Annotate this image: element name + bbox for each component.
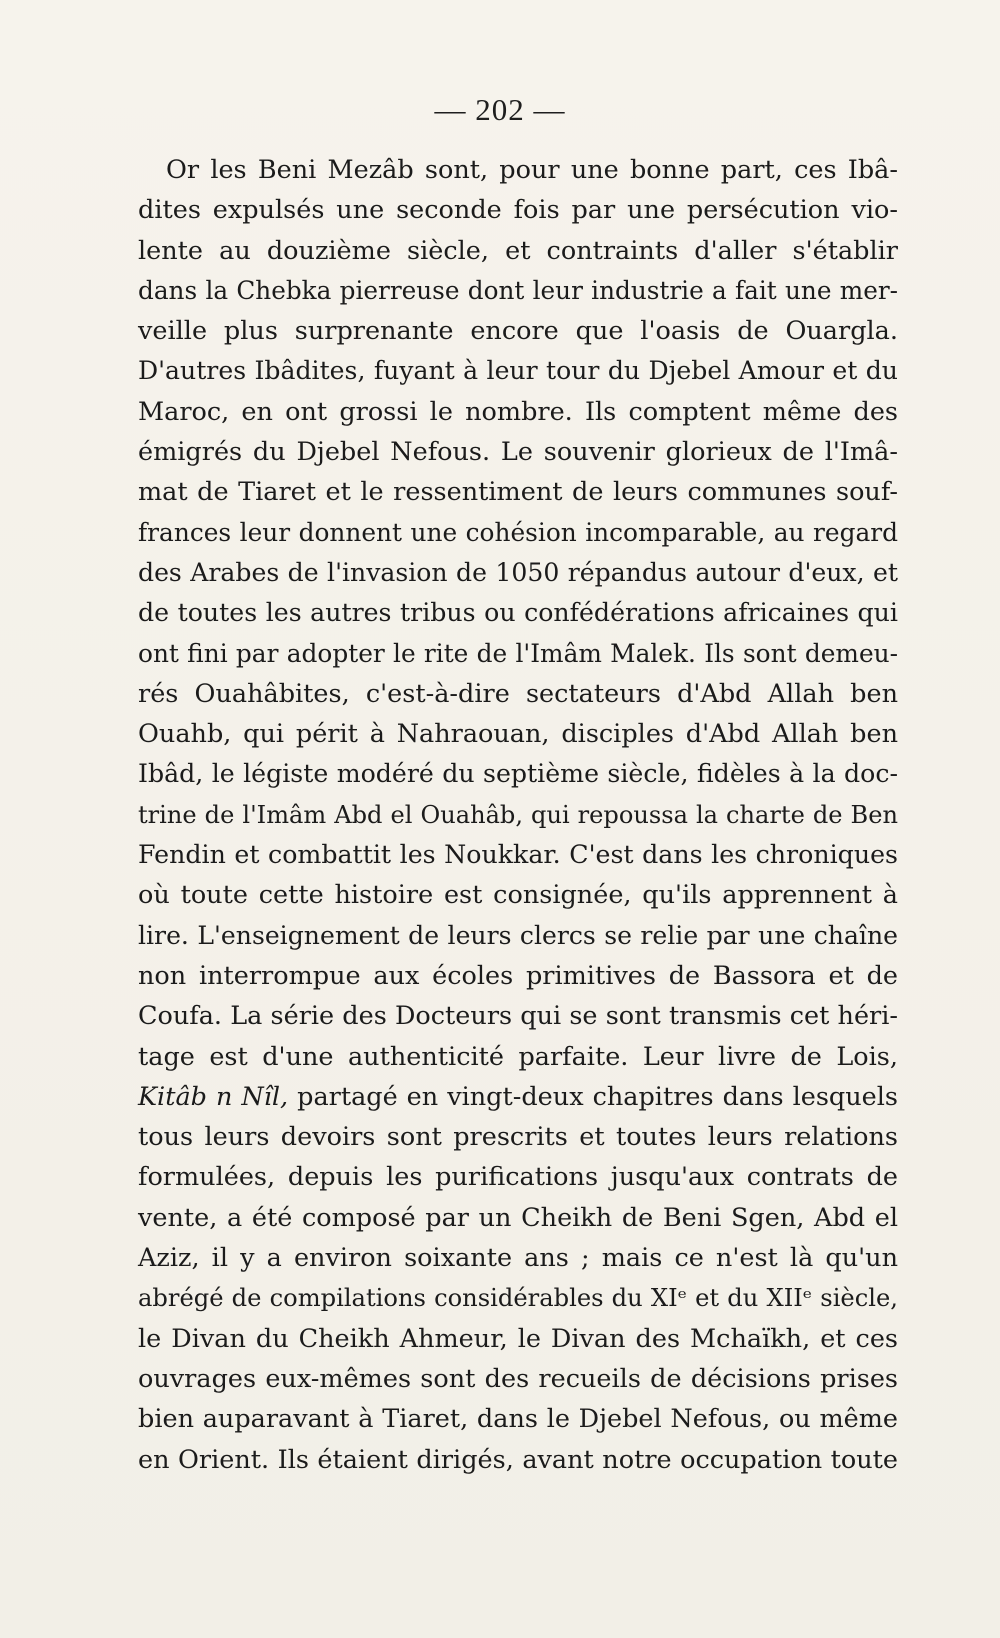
text-line-rest: partagé en vingt-deux chapitres dans lesquels: [288, 1081, 899, 1112]
text-line: dites expulsés une seconde fois par une persécution vio-: [138, 195, 898, 226]
text-line: ont fini par adopter le rite de l'Imâm Malek. Ils sont demeu-: [138, 638, 898, 668]
text-line: D'autres Ibâdites, fuyant à leur tour du Djebel Amour et du: [138, 356, 898, 386]
text-line: lente au douzième siècle, et contraints d'aller s'établir: [138, 235, 898, 266]
text-line: le Divan du Cheikh Ahmeur, le Divan des Mchaïkh, et ces: [138, 1323, 898, 1354]
text-line: Or les Beni Mezâb sont, pour une bonne part, ces Ibâ-: [166, 155, 898, 185]
text-line: mat de Tiaret et le ressentiment de leurs communes souf-: [138, 477, 898, 508]
text-line: Ouahb, qui périt à Nahraouan, disciples d'Abd Allah ben: [138, 719, 898, 750]
text-line: frances leur donnent une cohésion incomparable, au regard: [138, 517, 898, 547]
text-line: veille plus surprenante encore que l'oasis de Ouargla.: [138, 316, 898, 347]
text-line: abrégé de compilations considérables du XIᵉ et du XIIᵉ siècle,: [138, 1284, 898, 1313]
text-line: en Orient. Ils étaient dirigés, avant notre occupation toute: [138, 1444, 898, 1475]
text-line: rés Ouahâbites, c'est-à-dire sectateurs d'Abd Allah ben: [138, 678, 898, 709]
text-line-with-title: [138, 1077, 898, 1117]
text-line: ouvrages eux-mêmes sont des recueils de décisions prises: [138, 1363, 898, 1394]
text-line: trine de l'Imâm Abd el Ouahâb, qui repoussa la charte de Ben: [138, 800, 898, 829]
text-line: émigrés du Djebel Nefous. Le souvenir glorieux de l'Imâ-: [138, 437, 898, 468]
text-line: tous leurs devoirs sont prescrits et toutes leurs relations: [138, 1122, 898, 1153]
text-line: tage est d'une authenticité parfaite. Leur livre de Lois,: [138, 1041, 898, 1072]
body-text: [138, 150, 898, 1480]
text-line: dans la Chebka pierreuse dont leur industrie a fait une mer-: [138, 275, 898, 305]
text-line: où toute cette histoire est consignée, qu'ils apprennent à: [138, 880, 898, 911]
text-line: des Arabes de l'invasion de 1050 répandus autour d'eux, et: [138, 557, 898, 587]
page-number: — 202 —: [434, 92, 566, 127]
text-line: Fendin et combattit les Noukkar. C'est dans les chroniques: [138, 840, 898, 870]
book-title: Kitâb n Nîl,: [138, 1081, 289, 1112]
text-line: Aziz, il y a environ soixante ans ; mais ce n'est là qu'un: [138, 1243, 898, 1274]
text-line: bien auparavant à Tiaret, dans le Djebel Nefous, ou même: [138, 1404, 898, 1435]
text-line: de toutes les autres tribus ou confédérations africaines qui: [138, 598, 898, 628]
text-line: vente, a été composé par un Cheikh de Beni Sgen, Abd el: [138, 1202, 898, 1233]
text-line: Ibâd, le légiste modéré du septième siècle, fidèles à la doc-: [138, 759, 898, 789]
text-line: formulées, depuis les purifications jusqu'aux contrats de: [138, 1162, 898, 1193]
text-line: Maroc, en ont grossi le nombre. Ils comptent même des: [138, 396, 898, 427]
text-line: non interrompue aux écoles primitives de Bassora et de: [138, 960, 898, 991]
text-line: lire. L'enseignement de leurs clercs se relie par une chaîne: [138, 920, 898, 950]
text-line: Coufa. La série des Docteurs qui se sont transmis cet héri-: [138, 1001, 898, 1032]
